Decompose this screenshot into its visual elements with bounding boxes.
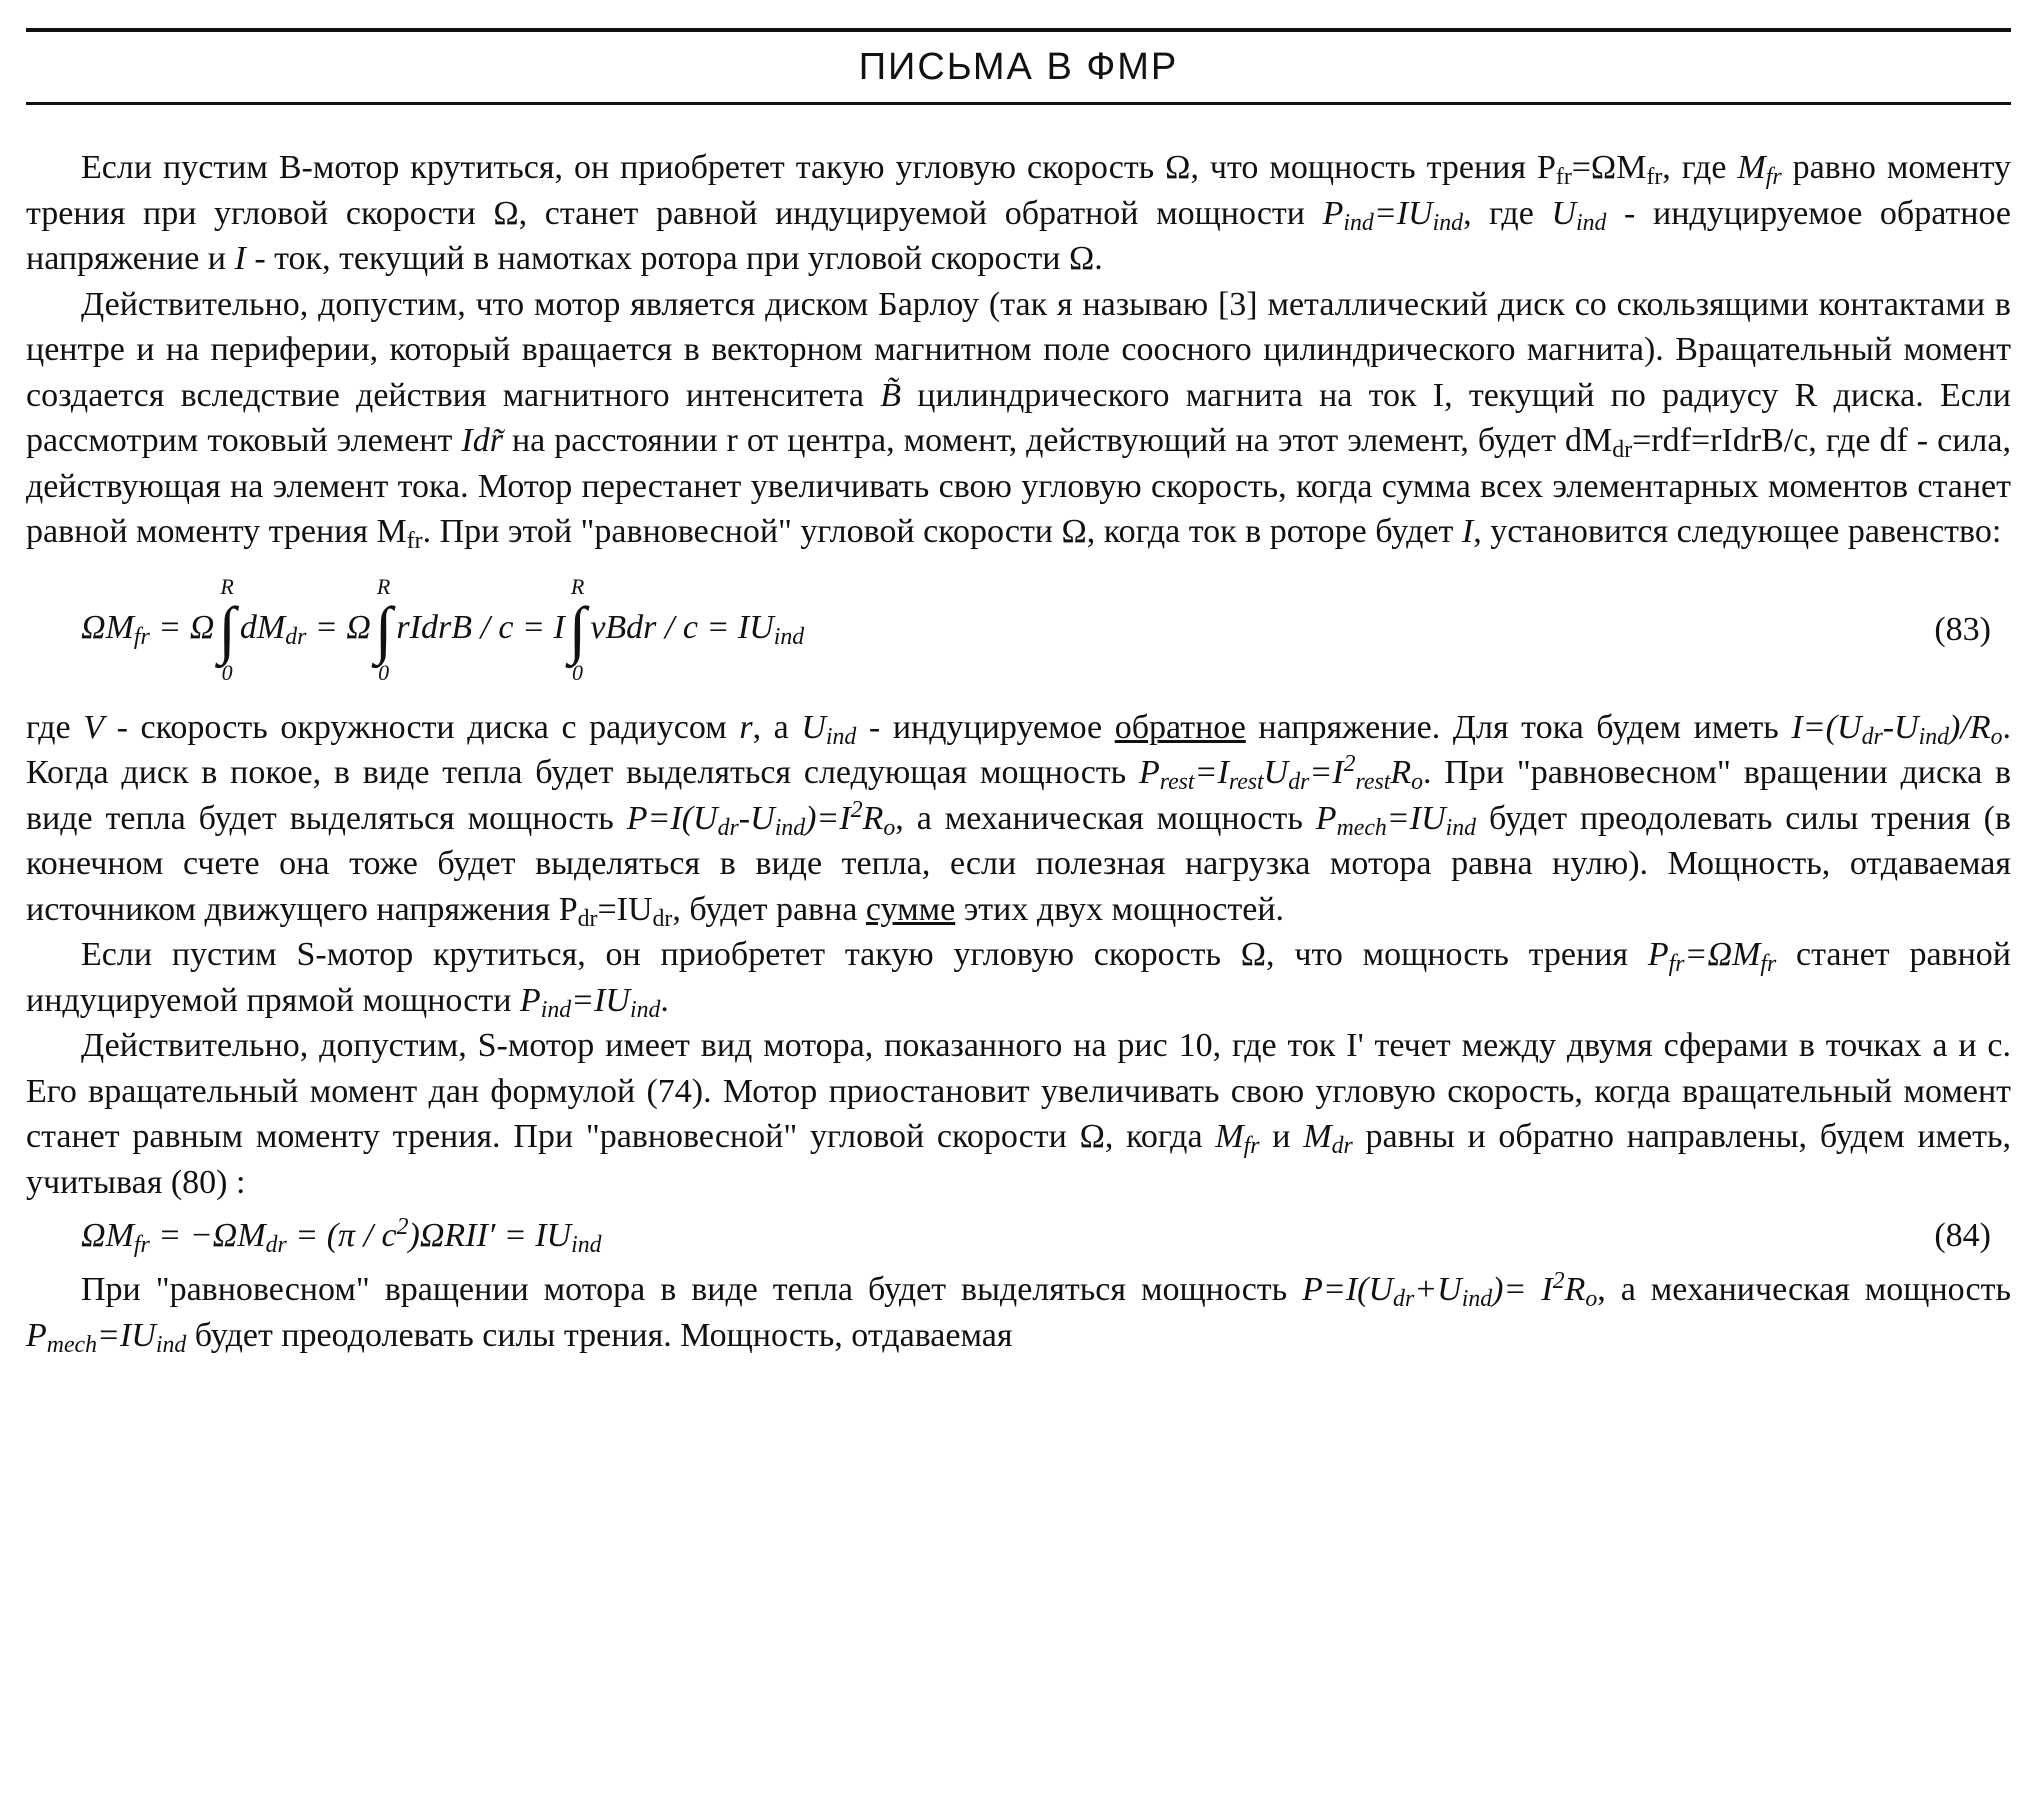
equation-84-number: (84) bbox=[1934, 1217, 1991, 1255]
integral-sign: R ∫ 0 bbox=[218, 573, 236, 685]
page bbox=[26, 28, 2011, 1358]
equation-84-body: $\Omega M_{fr} = -\Omega M_{dr} = (\pi / c^2)\Omega RII' = IU_{ind}$ bbox=[81, 1214, 602, 1259]
equation-84 bbox=[26, 1205, 2011, 1267]
equation-83-body: $\Omega M_{fr} = \Omega$ R ∫ 0 $dM_{dr} = \Omega$ R ∫ 0 rIdrB / c = I R ∫ 0 vBdr / $c = IU_{ind}$ bbox=[81, 573, 805, 685]
paragraph-1: Если пустим В-мотор крутиться, он приобретет такую угловую скорость Ω, что мощность трения $P_{fr}=\Omega M_{fr}$, где $M_{fr}$ равно моменту трения при угловой скорости Ω, станет равной индуцируемой обратной мощности $P_{ind}=IU_{ind}$, где $U_{ind}$ - индуцируемое обратное напряжение и I - ток, текущий в намотках ротора при угловой скорости Ω. bbox=[26, 149, 2011, 277]
body-text bbox=[26, 145, 2011, 1358]
integral-sign: R ∫ 0 bbox=[374, 573, 393, 685]
equation-83 bbox=[26, 555, 2011, 705]
equation-83-number: (83) bbox=[1934, 610, 1991, 648]
paragraph-5: Действительно, допустим, S-мотор имеет вид мотора, показанного на рис 10, где ток I' течет между двумя сферами в точках a и c. Его вращательный момент дан формулой (74). Мотор приостановит увеличивать свою угловую скорость, когда вращательный момент станет равным моменту трения. При "равновесной" угловой скорости Ω, когда $M_{fr}$ и $M_{dr}$ равны и обратно направлены, будем иметь, учитывая (80) : bbox=[26, 1027, 2012, 1201]
paragraph-3: где V - скорость окружности диска с радиусом r, а $U_{ind}$ - индуцируемое обратное напряжение. Для тока будем иметь $I=(U_{dr}-U_{ind})/R_o$. Когда диск в покое, в виде тепла будет выделяться следующая мощность $P_{rest}=I_{rest}U_{dr}=I^2_{rest}R_o$. При "равновесном" вращении диска в виде тепла будет выделяться мощность $P=I(U_{dr}-U_{ind})=I^2R_o$, а механическая мощность $P_{mech}=IU_{ind}$ будет преодолевать силы трения (в конечном счете она тоже будет выделяться в виде тепла, если полезная нагрузка мотора равна нулю). Мощность, отдаваемая источником движущего напряжения $P_{dr}=IU_{dr}$, будет равна сумме этих двух мощностей. bbox=[26, 708, 2011, 932]
running-header: ПИСЬМА В ФМР bbox=[858, 46, 1179, 88]
paragraph-6: При "равновесном" вращении мотора в виде тепла будет выделяться мощность $P=I(U_{dr}+U_{ind})= I^2R_o$, а механическая мощность $P_{mech}=IU_{ind}$ будет преодолевать силы трения. Мощность, отдаваемая bbox=[26, 1268, 2011, 1358]
paragraph-4: Если пустим S-мотор крутиться, он приобретет такую угловую скорость Ω, что мощность трения $P_{fr}=\Omega M_{fr}$ станет равной индуцируемой прямой мощности $P_{ind}=IU_{ind}$. bbox=[26, 936, 2011, 1023]
header-rule-bottom bbox=[26, 102, 2011, 105]
paragraph-2: Действительно, допустим, что мотор является диском Барлоу (так я называю [3] металлический диск со скользящими контактами в центре и на периферии, который вращается в векторном магнитном поле соосного цилиндрического магнита). Вращательный момент создается вследствие действия магнитного интенситета B̃ цилиндрического магнита на ток I, текущий по радиусу R диска. Если рассмотрим токовый элемент Idr̃ на расстоянии r от центра, момент, действующий на этот элемент, будет $dM_{dr}=rdf=rIdrB/c$, где df - сила, действующая на элемент тока. Мотор перестанет увеличивать свою угловую скорость, когда сумма всех элементарных моментов станет равной моменту трения $M_{fr}$. При этой "равновесной" угловой скорости Ω, когда ток в роторе будет I, установится следующее равенство: bbox=[26, 285, 2012, 554]
integral-sign: R ∫ 0 bbox=[568, 573, 587, 685]
